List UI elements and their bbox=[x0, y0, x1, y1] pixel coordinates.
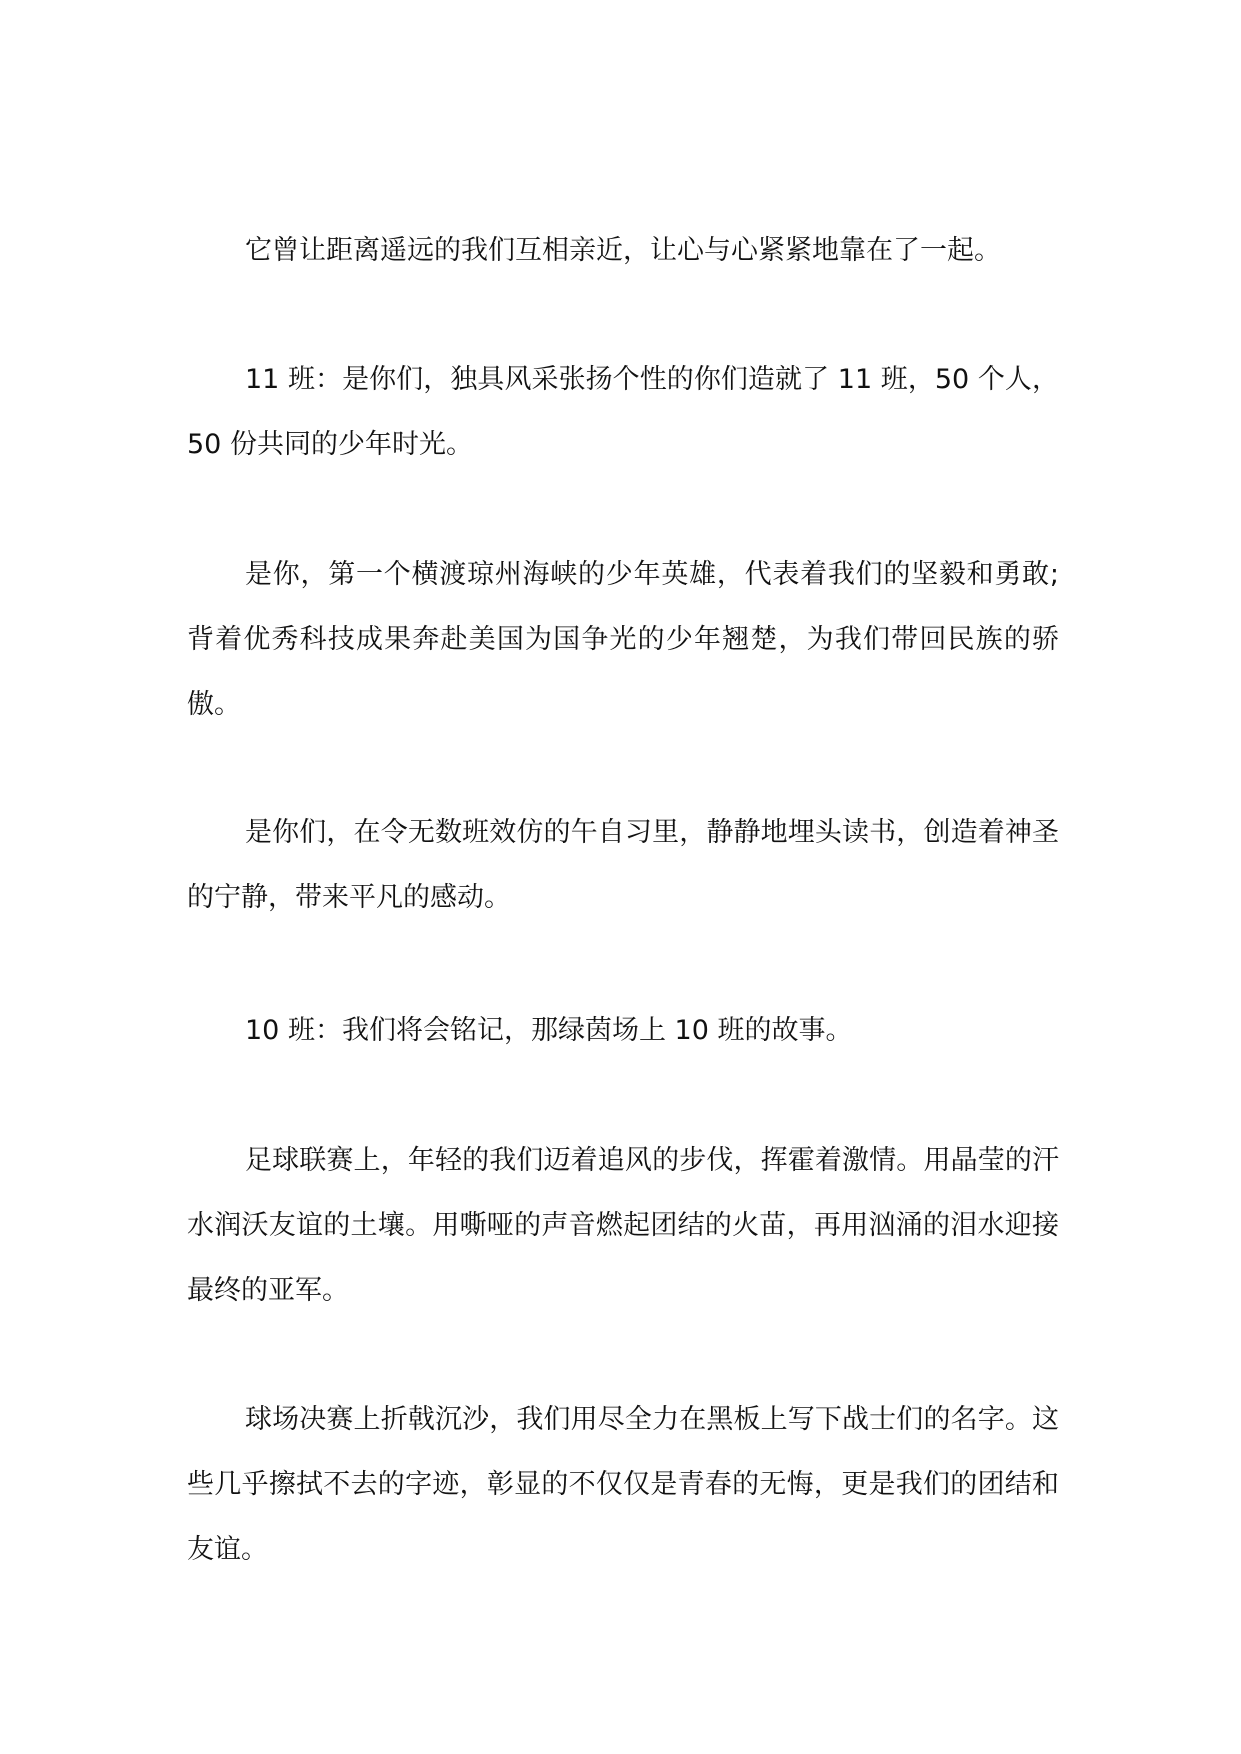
paragraph-2: 11 班：是你们，独具风采张扬个性的你们造就了 11 班，50 个人，50 份共同的少年时光。 bbox=[187, 364, 1059, 460]
paragraph-5: 10 班：我们将会铭记，那绿茵场上 10 班的故事。 bbox=[245, 1015, 853, 1046]
paragraph-6: 足球联赛上，年轻的我们迈着追风的步伐，挥霍着激情。用晶莹的汗水润沃友谊的土壤。用嘶哑的声音燃起团结的火苗，再用汹涌的泪水迎接最终的亚军。 bbox=[187, 1145, 1059, 1306]
paragraph-4: 是你们，在令无数班效仿的午自习里，静静地埋头读书，创造着神圣的宁静，带来平凡的感动。 bbox=[187, 817, 1059, 913]
paragraph-7: 球场决赛上折戟沉沙，我们用尽全力在黑板上写下战士们的名字。这些几乎擦拭不去的字迹，彰显的不仅仅是青春的无悔，更是我们的团结和友谊。 bbox=[187, 1404, 1059, 1565]
paragraph-1: 它曾让距离遥远的我们互相亲近，让心与心紧紧地靠在了一起。 bbox=[245, 235, 1001, 266]
paragraph-3: 是你，第一个横渡琼州海峡的少年英雄，代表着我们的坚毅和勇敢;背着优秀科技成果奔赴美国为国争光的少年翘楚，为我们带回民族的骄傲。 bbox=[187, 559, 1059, 720]
